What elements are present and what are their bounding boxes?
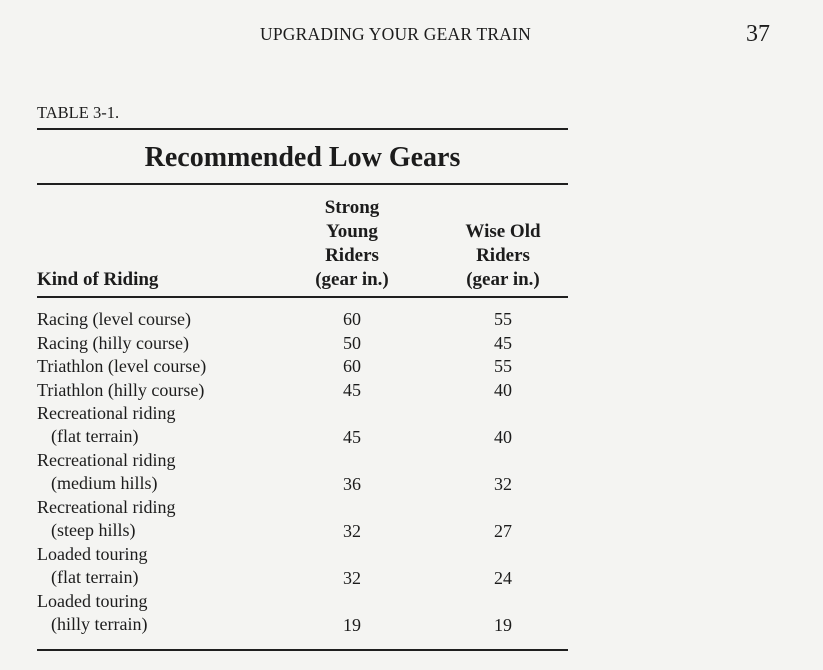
cell-kind-of-riding [37, 402, 175, 447]
cell-kind-line: (medium hills) [51, 472, 158, 493]
cell-kind-of-riding [37, 355, 206, 378]
page-number: 37 [746, 21, 770, 47]
cell-kind-line: Recreational riding [37, 450, 176, 470]
table-bottom-rule [37, 649, 568, 651]
cell-kind-line: Recreational riding [37, 497, 176, 517]
cell-strong-young-riders: 45 [343, 426, 361, 447]
table-title: Recommended Low Gears [144, 142, 461, 173]
cell-strong-young-riders: 50 [343, 332, 361, 353]
cell-kind-line: Triathlon (level course) [37, 356, 207, 376]
cell-wise-old-riders: 24 [494, 567, 512, 588]
cell-kind-line: Racing (level course) [37, 309, 191, 329]
table-top-rule [37, 128, 568, 130]
table-row [0, 543, 823, 590]
cell-kind-of-riding [37, 308, 191, 331]
table-row [0, 590, 823, 637]
title-rule [37, 183, 568, 185]
cell-strong-young-riders: 32 [343, 567, 361, 588]
table-row [0, 496, 823, 543]
running-title: UPGRADING YOUR GEAR TRAIN [260, 24, 531, 44]
column-header-line: (gear in.) [315, 269, 389, 290]
cell-wise-old-riders: 55 [494, 356, 512, 376]
cell-strong-young-riders: 36 [343, 473, 361, 494]
cell-kind-line: Loaded touring [37, 591, 148, 611]
cell-kind-of-riding [37, 332, 189, 355]
column-header-line: Wise Old [465, 221, 541, 242]
cell-kind-of-riding [37, 590, 147, 635]
cell-kind-line: (hilly terrain) [51, 613, 148, 634]
cell-kind-line: (flat terrain) [51, 425, 139, 446]
column-header-line: (gear in.) [466, 269, 540, 290]
cell-kind-of-riding [37, 496, 175, 541]
cell-kind-of-riding [37, 543, 147, 588]
table-row [0, 308, 823, 332]
cell-wise-old-riders: 32 [494, 473, 512, 494]
running-head [0, 21, 823, 47]
column-header-line: Riders [476, 245, 530, 266]
table-label: TABLE 3-1. [37, 103, 120, 122]
cell-kind-of-riding [37, 379, 204, 402]
cell-strong-young-riders: 19 [343, 614, 361, 635]
table-row [0, 355, 823, 379]
cell-strong-young-riders: 60 [343, 309, 361, 329]
cell-wise-old-riders: 40 [494, 426, 512, 447]
cell-kind-line: Racing (hilly course) [37, 332, 189, 353]
cell-wise-old-riders: 55 [494, 309, 512, 329]
column-header-strong-young-riders [302, 196, 402, 292]
cell-kind-line: Loaded touring [37, 544, 148, 564]
cell-wise-old-riders: 45 [494, 332, 512, 353]
header-rule [37, 296, 568, 298]
cell-wise-old-riders: 40 [494, 379, 512, 400]
cell-strong-young-riders: 45 [343, 379, 361, 400]
table-row [0, 449, 823, 496]
column-header-line: Young [326, 221, 378, 242]
cell-kind-line: (steep hills) [51, 519, 136, 540]
column-header-wise-old-riders [453, 220, 553, 292]
cell-strong-young-riders: 32 [343, 520, 361, 541]
cell-wise-old-riders: 19 [494, 614, 512, 635]
table-row [0, 402, 823, 449]
table-row [0, 332, 823, 356]
cell-wise-old-riders: 27 [494, 520, 512, 541]
cell-kind-of-riding [37, 449, 175, 494]
column-header-line: Riders [325, 245, 379, 266]
cell-strong-young-riders: 60 [343, 356, 361, 376]
column-header-line: Strong [324, 197, 380, 218]
table-row [0, 379, 823, 403]
cell-kind-line: Recreational riding [37, 403, 176, 423]
column-header-kind: Kind of Riding [37, 269, 159, 290]
cell-kind-line: (flat terrain) [51, 566, 139, 587]
cell-kind-line: Triathlon (hilly course) [37, 379, 205, 400]
